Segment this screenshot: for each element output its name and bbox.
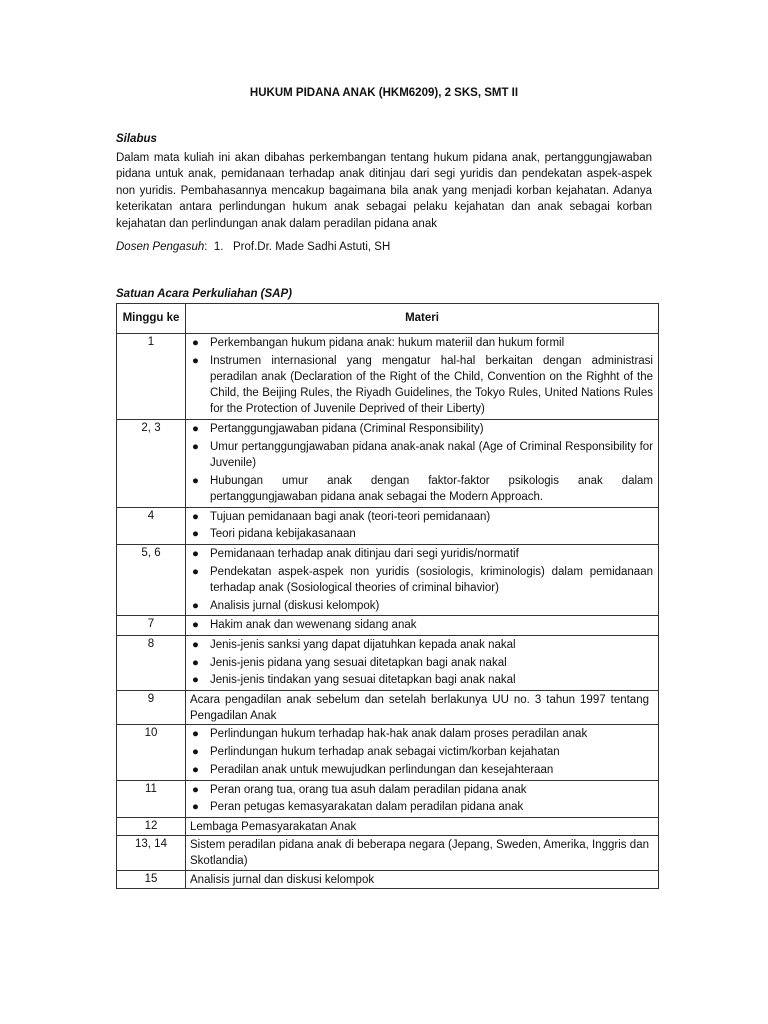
materi-cell: [186, 507, 659, 544]
bullet-icon: ●: [192, 337, 199, 349]
list-item-text: Teori pidana kebijakasanaan: [210, 528, 356, 541]
materi-list: [190, 509, 653, 543]
list-item-text: Pendekatan aspek-aspek non yuridis (sosiologis, kriminologis) dalam pemidanaan terhadap anak (Sosiological theories of criminal bihavior): [210, 565, 653, 594]
list-item-text: Peran petugas kemasyarakatan dalam peradilan pidana anak: [210, 801, 524, 814]
week-cell: 5, 6: [117, 544, 186, 615]
bullet-icon: ●: [192, 674, 199, 687]
table-row: [117, 635, 659, 690]
bullet-icon: ●: [192, 510, 199, 523]
materi-list: [190, 335, 653, 418]
list-item: [190, 473, 653, 505]
list-item-text: Umur pertanggungjawaban pidana anak-anak nakal (Age of Criminal Responsibility for Juvenile): [210, 440, 653, 469]
list-item-text: Peran orang tua, orang tua asuh dalam peradilan pidana anak: [210, 783, 527, 796]
bullet-icon: ●: [192, 599, 199, 612]
materi-text: Sistem peradilan pidana anak di beberapa negara (Jepang, Sweden, Amerika, Inggris dan Skotlandia): [190, 839, 649, 868]
sap-heading: Satuan Acara Perkuliahan (SAP): [116, 288, 292, 300]
materi-cell: [186, 817, 659, 835]
list-item-text: Jenis-jenis tindakan yang sesuai ditetapkan bagi anak nakal: [210, 674, 516, 687]
list-item: [190, 598, 653, 614]
bullet-icon: ●: [192, 783, 199, 796]
materi-list: [190, 637, 653, 689]
bullet-icon: ●: [192, 565, 199, 578]
dosen-label: Dosen Pengasuh: [116, 241, 205, 253]
table-row: [117, 507, 659, 544]
list-item-text: Peradilan anak untuk mewujudkan perlindungan dan kesejahteraan: [210, 763, 554, 776]
list-item-text: Analisis jurnal (diskusi kelompok): [210, 599, 380, 612]
list-item: [190, 672, 653, 688]
list-item: [190, 546, 653, 562]
week-cell: 15: [117, 870, 186, 888]
materi-cell: [186, 635, 659, 690]
list-item: [190, 526, 653, 542]
bullet-icon: ●: [192, 656, 199, 669]
table-row: [117, 817, 659, 835]
materi-cell: [186, 780, 659, 817]
week-cell: 4: [117, 507, 186, 544]
dosen-line: Dosen Pengasuh: 1. Prof.Dr. Made Sadhi Astuti, SH: [116, 241, 391, 253]
table-row: [117, 616, 659, 636]
materi-text: Analisis jurnal dan diskusi kelompok: [190, 873, 375, 886]
week-cell: 8: [117, 635, 186, 690]
table-row: [117, 420, 659, 508]
list-item-text: Instrumen internasional yang mengatur hal-hal berkaitan dengan administrasi peradilan anak (Declaration of the Right of the Child, Convention on the Righht of the Child, the Beijing Rules, the Riyadh Guidelines, the Tokyo Rules, United Nations Rules for the Protection of Juvenile Deprived of their Liberty): [210, 354, 653, 416]
bullet-icon: ●: [192, 474, 199, 487]
table-row: [117, 691, 659, 725]
list-item: [190, 782, 653, 798]
table-header-row: [117, 304, 659, 334]
list-item: [190, 353, 653, 418]
bullet-icon: ●: [192, 638, 199, 651]
list-item-text: Jenis-jenis sanksi yang dapat dijatuhkan kepada anak nakal: [210, 638, 516, 651]
materi-cell: [186, 544, 659, 615]
materi-cell: [186, 616, 659, 636]
materi-list: [190, 782, 653, 816]
list-item-text: Perkembangan hukum pidana anak: hukum materiil dan hukum formil: [210, 337, 565, 349]
bullet-icon: ●: [192, 763, 199, 776]
list-item: [190, 744, 653, 760]
week-cell: 7: [117, 616, 186, 636]
list-item-text: Hakim anak dan wewenang sidang anak: [210, 619, 417, 632]
list-item: [190, 726, 653, 742]
materi-list: [190, 421, 653, 505]
list-item-text: Perlindungan hukum terhadap hak-hak anak dalam proses peradilan anak: [210, 728, 588, 741]
list-item: [190, 617, 653, 633]
header-minggu: Minggu ke: [117, 304, 186, 334]
silabus-heading: Silabus: [116, 133, 157, 145]
bullet-icon: ●: [192, 354, 199, 367]
list-item-text: Jenis-jenis pidana yang sesuai ditetapkan bagi anak nakal: [210, 656, 507, 669]
dosen-name: Prof.Dr. Made Sadhi Astuti, SH: [233, 241, 391, 253]
materi-list: [190, 546, 653, 614]
week-cell: 2, 3: [117, 420, 186, 508]
week-cell: 1: [117, 334, 186, 420]
bullet-icon: ●: [192, 746, 199, 759]
bullet-icon: ●: [192, 547, 199, 560]
list-item-text: Tujuan pemidanaan bagi anak (teori-teori pemidanaan): [210, 510, 491, 523]
sap-table: [116, 303, 659, 889]
header-materi: Materi: [186, 304, 659, 334]
list-item: [190, 421, 653, 437]
silabus-paragraph: Dalam mata kuliah ini akan dibahas perkembangan tentang hukum pidana anak, pertanggungjawaban pidana untuk anak, pemidanaan terhadap anak ditinjau dari segi yuridis dan pendekatan aspek-aspek non yuridis. Pembahasannya mencakup bagaimana bila anak yang menjadi korban kejahatan. Adanya keterikatan antara perlindungan hukum anak sebagai pelaku kejahatan dan anak sebagai korban kejahatan dan perlindungan anak dalam peradilan pidana anak: [116, 152, 652, 230]
list-item-text: Pertanggungjawaban pidana (Criminal Responsibility): [210, 423, 484, 436]
dosen-number: 1.: [213, 241, 224, 253]
table-row: [117, 780, 659, 817]
bullet-icon: ●: [192, 801, 199, 814]
materi-cell: [186, 334, 659, 420]
course-title: HUKUM PIDANA ANAK (HKM6209), 2 SKS, SMT II: [249, 87, 519, 99]
list-item: [190, 335, 653, 351]
week-cell: 10: [117, 725, 186, 780]
week-cell: 13, 14: [117, 836, 186, 870]
materi-list: [190, 726, 653, 778]
list-item: [190, 762, 653, 778]
sap-table-body: [117, 334, 659, 889]
materi-text: Lembaga Pemasyarakatan Anak: [190, 820, 357, 833]
materi-cell: [186, 725, 659, 780]
table-row: [117, 544, 659, 615]
list-item: [190, 799, 653, 815]
materi-list: [190, 617, 653, 633]
week-cell: 11: [117, 780, 186, 817]
bullet-icon: ●: [192, 423, 199, 436]
list-item-text: Hubungan umur anak dengan faktor-faktor psikologis anak dalam pertanggungjawaban pidana anak sebagai the Modern Approach.: [210, 474, 653, 503]
list-item: [190, 564, 653, 596]
table-row: [117, 870, 659, 888]
materi-cell: [186, 836, 659, 870]
table-row: [117, 836, 659, 870]
materi-text: Acara pengadilan anak sebelum dan setelah berlakunya UU no. 3 tahun 1997 tentang Pengadilan Anak: [190, 694, 649, 723]
table-row: [117, 725, 659, 780]
materi-cell: [186, 691, 659, 725]
materi-cell: [186, 870, 659, 888]
list-item: [190, 655, 653, 671]
bullet-icon: ●: [192, 528, 199, 541]
table-row: [117, 334, 659, 420]
bullet-icon: ●: [192, 440, 199, 453]
list-item: [190, 637, 653, 653]
bullet-icon: ●: [192, 728, 199, 741]
materi-cell: [186, 420, 659, 508]
list-item-text: Pemidanaan terhadap anak ditinjau dari segi yuridis/normatif: [210, 547, 519, 560]
list-item: [190, 439, 653, 471]
week-cell: 9: [117, 691, 186, 725]
week-cell: 12: [117, 817, 186, 835]
list-item-text: Perlindungan hukum terhadap anak sebagai victim/korban kejahatan: [210, 746, 560, 759]
bullet-icon: ●: [192, 619, 199, 632]
list-item: [190, 509, 653, 525]
